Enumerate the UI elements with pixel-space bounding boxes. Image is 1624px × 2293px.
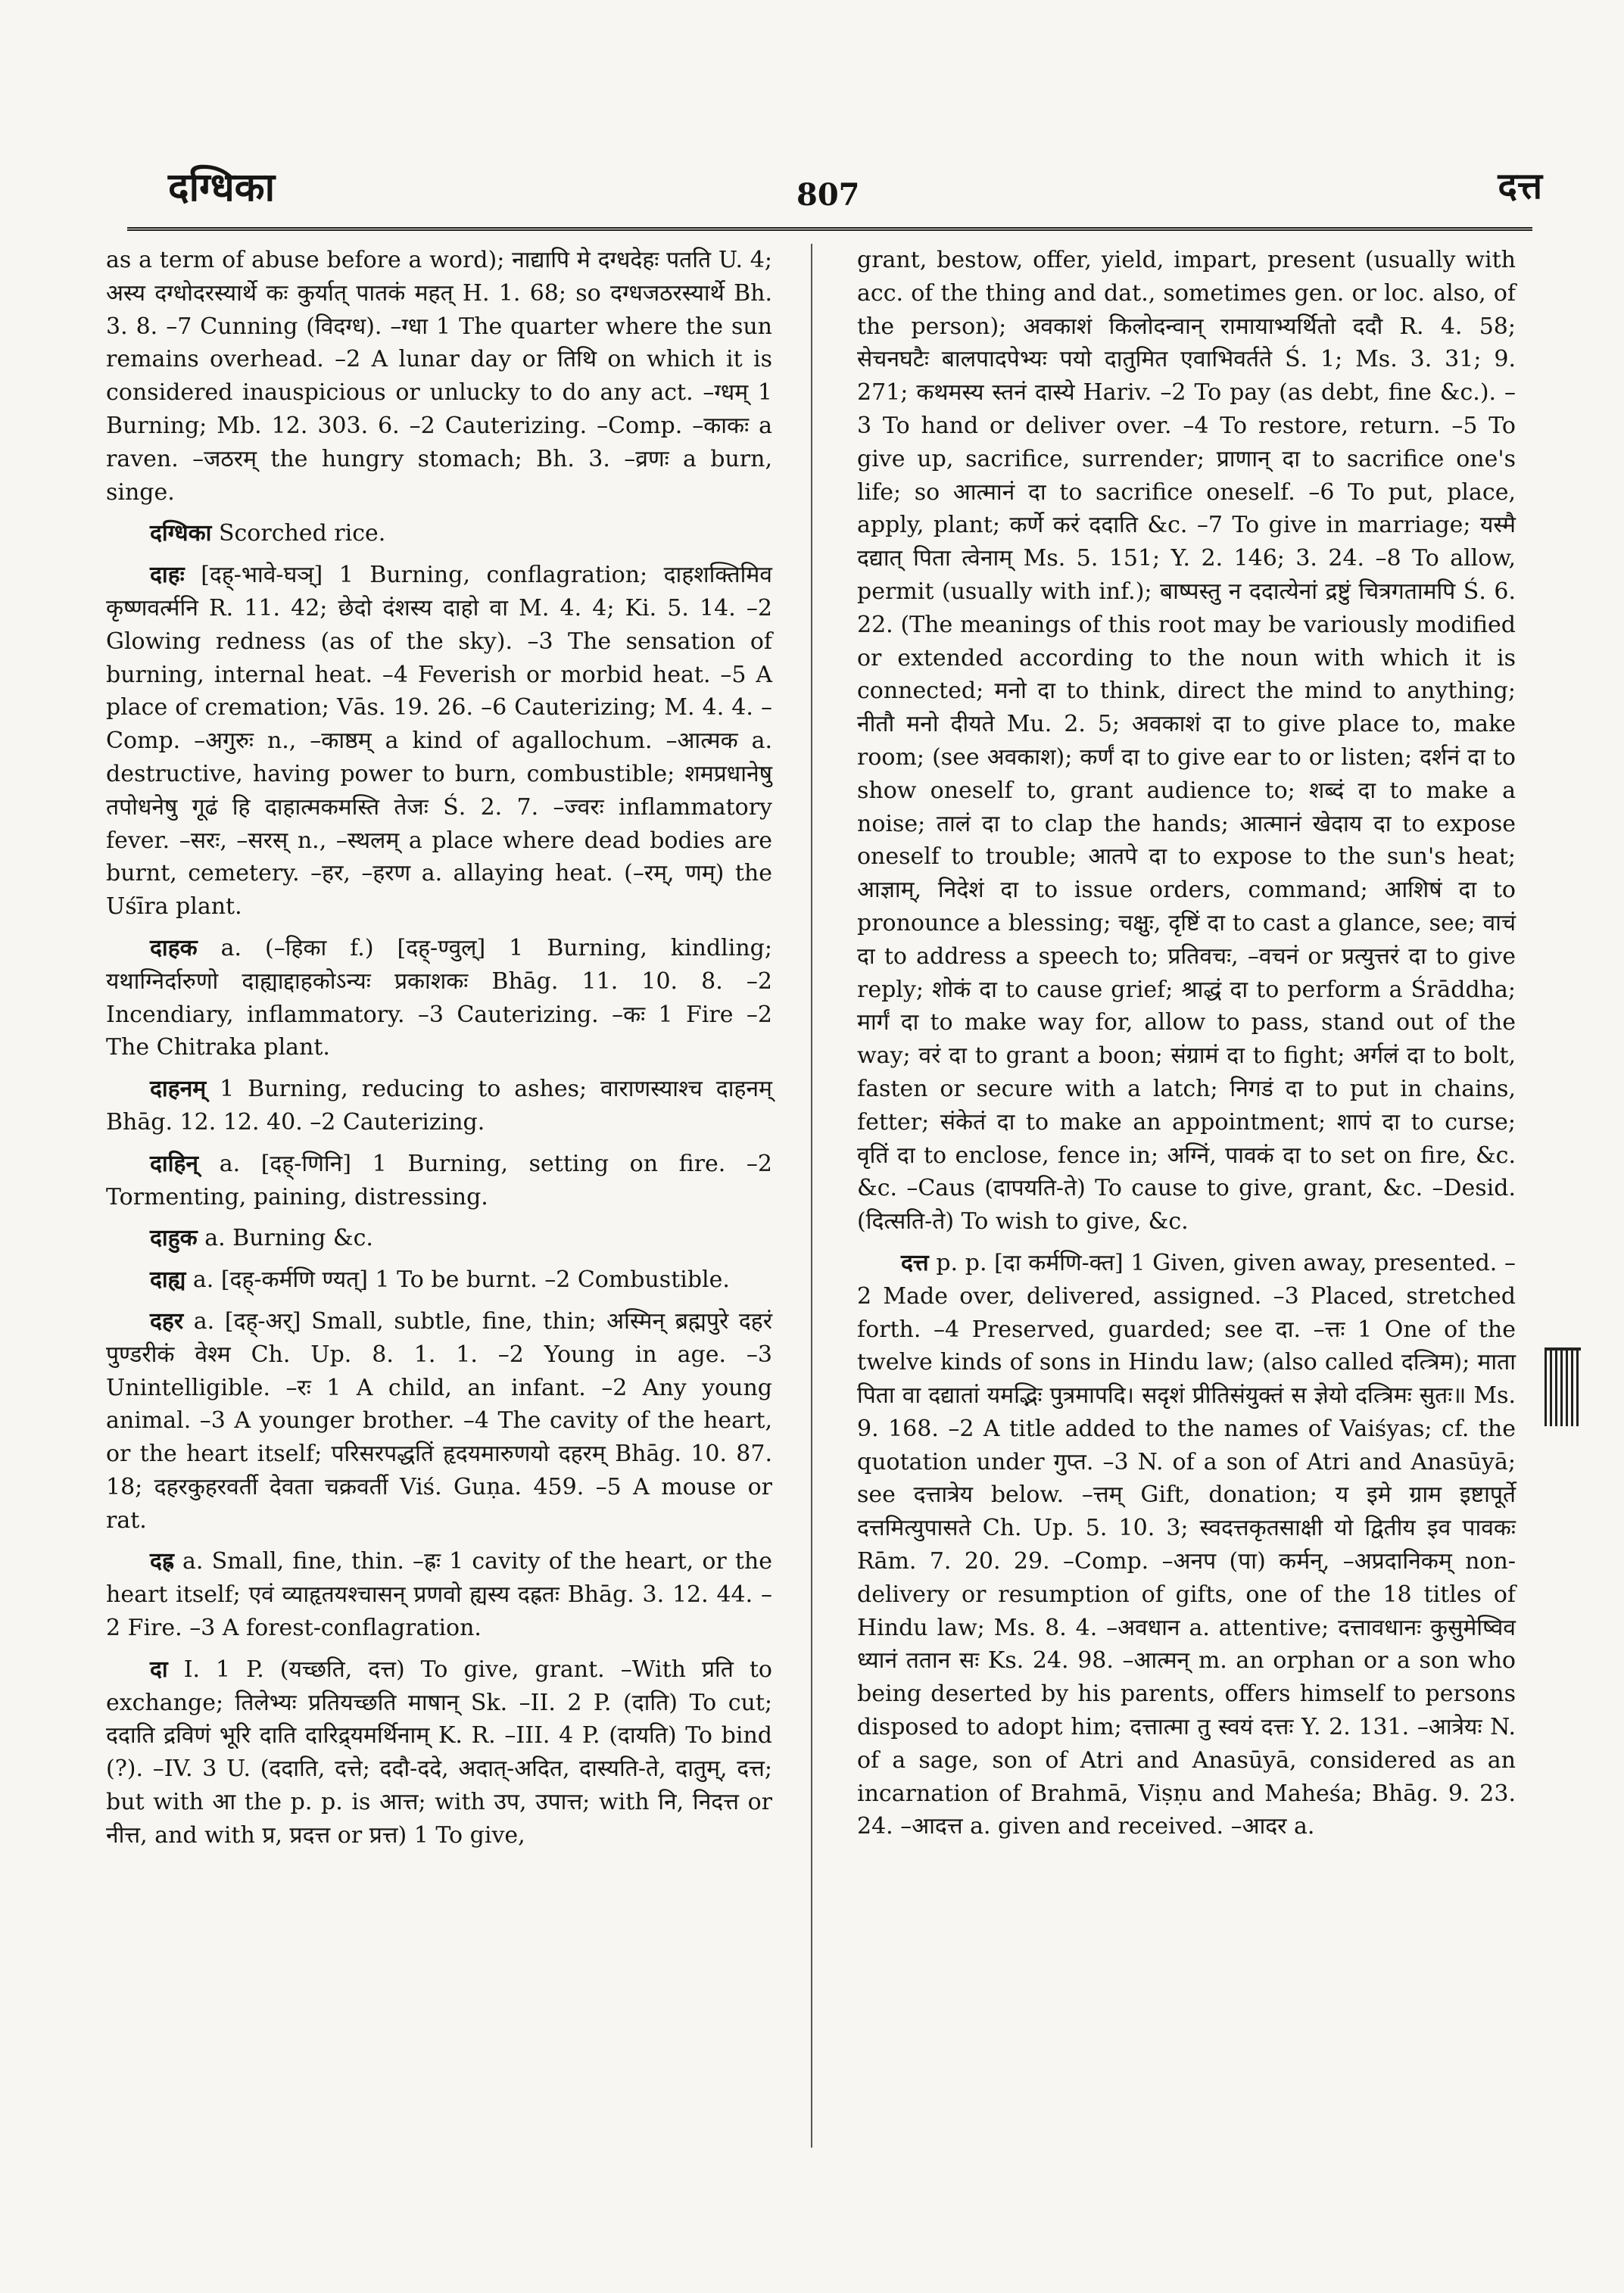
entry: दाहुक a. Burning &c. — [150, 1225, 373, 1252]
headword: दाह्य — [150, 1266, 186, 1294]
headword: दग्धिका — [150, 520, 212, 547]
entry: दा I. 1 P. (यच्छति, दत्त) To give, grant. –With प्रति to exchange; तिलेभ्यः प्रतियच्छति माषान् Sk. –II. 2 P. (दाति) To cut; ददाति द्रविणं भूरि दाति दारिद्र्यमर्थिनाम् K. R. –III. 4 P. (दायति) To bind (?). –IV. 3 U. (ददाति, दत्ते; ददौ-ददे, अदात्-अदित, दास्यति-ते, दातुम्, दत्त; but with आ the p. p. is आत्त; with उप, उपात्त; with नि, निदत्त or नीत्त, and with प्र, प्रदत्त or प्रत्त) 1 To give, — [106, 1656, 772, 1849]
headword: दाहिन् — [150, 1150, 199, 1177]
entry: दाहक a. (–हिका f.) [दह्-ण्वुल्] 1 Burning, kindling; यथाग्निर्दारुणो दाह्याद्दाहकोऽन्यः प्रकाशकः Bhāg. 11. 10. 8. –2 Incendiary, inflammatory. –3 Cauterizing. –कः 1 Fire –2 The Chitraka plant. — [106, 934, 772, 1061]
entry: दह्र a. Small, fine, thin. –ह्रः 1 cavity of the heart, or the heart itself; एवं व्याहृतयश्चासन् प्रणवो ह्यस्य दह्रतः Bhāg. 3. 12. 44. –2 Fire. –3 A forest-conflagration. — [106, 1548, 772, 1642]
entry: दत्त p. p. [दा कर्मणि-क्त] 1 Given, given away, presented. –2 Made over, delivered, assigned. –3 Placed, stretched forth. –4 Preserved, guarded; see दा. –त्तः 1 One of the twelve kinds of sons in Hindu law; (also called दत्त्रिम); माता पिता वा दद्यातां यमद्भिः पुत्रमापदि। सदृशं प्रीतिसंयुक्तं स ज्ञेयो दत्त्रिमः सुतः॥ Ms. 9. 168. –2 A title added to the names of Vaiśyas; cf. the quotation under गुप्त. –3 N. of a son of Atri and Anasūyā; see दत्तात्रेय below. –त्तम् Gift, donation; य इमे ग्राम इष्टापूर्ते दत्तमित्युपासते Ch. Up. 5. 10. 3; स्वदत्तकृतसाक्षी यो द्वितीय इव पावकः Rām. 7. 20. 29. –Comp. –अनप (पा) कर्मन्, –अप्रदानिकम् non-delivery or resumption of gifts, one of the 18 titles of Hindu law; Ms. 8. 4. –अवधान a. attentive; दत्तावधानः कुसुमेष्विव ध्यानं ततान सः Ks. 24. 98. –आत्मन् m. an orphan or a son who being deserted by his parents, offers himself to persons disposed to adopt him; दत्तात्मा तु स्वयं दत्तः Y. 2. 131. –आत्रेयः N. of a sage, son of Atri and Anasūyā, considered as an incarnation of Brahmā, Viṣṇu and Maheśa; Bhāg. 9. 23. 24. –आदत्त a. given and received. –आदर a. — [857, 1249, 1516, 1840]
headword: दाहुक — [150, 1225, 198, 1252]
left-column — [106, 244, 772, 1861]
headword: दहर — [150, 1307, 184, 1335]
headword: दा — [150, 1656, 168, 1683]
headword: दाहनम् — [150, 1076, 207, 1103]
entry-continuation: as a term of abuse before a word); नाद्यापि मे दग्धदेहः पतति U. 4; अस्य दग्धोदरस्यार्थे कः कुर्यात् पातकं महत् H. 1. 68; so दग्धजठरस्यार्थे Bh. 3. 8. –7 Cunning (विदग्ध). –ग्धा 1 The quarter where the sun remains overhead. –2 A lunar day or तिथि on which it is considered inauspicious or unlucky to do any act. –ग्धम् 1 Burning; Mb. 12. 303. 6. –2 Cauterizing. –Comp. –काकः a raven. –जठरम् the hungry stomach; Bh. 3. –व्रणः a burn, singe. — [106, 247, 772, 506]
right-column — [857, 244, 1516, 1852]
entry-continuation: grant, bestow, offer, yield, impart, present (usually with acc. of the thing and dat., sometimes gen. or loc. also, of the person); अवकाशं किलोदन्वान् रामायाभ्यर्थितो ददौ R. 4. 58; सेचनघटैः बालपादपेभ्यः पयो दातुमित एवाभिवर्तते Ś. 1; Ms. 3. 31; 9. 271; कथमस्य स्तनं दास्ये Hariv. –2 To pay (as debt, fine &c.). –3 To hand or deliver over. –4 To restore, return. –5 To give up, sacrifice, surrender; प्राणान् दा to sacrifice one's life; so आत्मानं दा to sacrifice oneself. –6 To put, place, apply, plant; कर्णे करं ददाति &c. –7 To give in marriage; यस्मै दद्यात् पिता त्वेनाम् Ms. 5. 151; Y. 2. 146; 3. 24. –8 To allow, permit (usually with inf.); बाष्पस्तु न ददात्येनां द्रष्टुं चित्रगतामपि Ś. 6. 22. (The meanings of this root may be variously modified or extended according to the noun with which it is connected; मनो दा to think, direct the mind to anything; नीतौ मनो दीयते Mu. 2. 5; अवकाशं दा to give place to, make room; (see अवकाश); कर्णं दा to give ear to or listen; दर्शनं दा to show oneself to, grant audience to; शब्दं दा to make a noise; तालं दा to clap the hands; आत्मानं खेदाय दा to expose oneself to trouble; आतपे दा to expose to the sun's heat; आज्ञाम्, निदेशं दा to issue orders, command; आशिषं दा to pronounce a blessing; चक्षुः, दृष्टिं दा to cast a glance, see; वाचं दा to address a speech to; प्रतिवचः, –वचनं or प्रत्युत्तरं दा to give reply; शोकं दा to cause grief; श्राद्धं दा to perform a Śrāddha; मार्गं दा to make way for, allow to pass, stand out of the way; वरं दा to grant a boon; संग्रामं दा to fight; अर्गलं दा to bolt, fasten or secure with a latch; निगडं दा to put in chains, fetter; संकेतं दा to make an appointment; शापं दा to curse; वृतिं दा to enclose, fence in; अग्निं, पावकं दा to set on fire, &c. &c. –Caus (दापयति-ते) To cause to give, grant, &c. –Desid. (दित्सति-ते) To wish to give, &c. — [857, 247, 1516, 1235]
entry: दाह्य a. [दह्-कर्मणि ण्यत्] 1 To be burnt. –2 Combustible. — [150, 1266, 730, 1294]
running-head-left: दग्धिका — [168, 164, 276, 210]
page-number: 807 — [796, 177, 860, 213]
entry: दाहनम् 1 Burning, reducing to ashes; वाराणस्याश्च दाहनम् Bhāg. 12. 12. 40. –2 Cauterizing. — [106, 1076, 772, 1136]
headword: दत्त — [901, 1249, 929, 1276]
margin-thumb-index-mark — [1545, 1347, 1581, 1426]
entry: दाहिन् a. [दह्-णिनि] 1 Burning, setting on fire. –2 Tormenting, paining, distressing. — [106, 1150, 772, 1210]
headword: दाहक — [150, 934, 198, 961]
headword: दह्र — [150, 1548, 174, 1575]
column-divider — [811, 244, 812, 2148]
entry: दग्धिका Scorched rice. — [150, 520, 386, 547]
entry: दाहः [दह्-भावे-घञ्] 1 Burning, conflagration; दाहशक्तिमिव कृष्णवर्त्मनि R. 11. 42; छेदो दंशस्य दाहो वा M. 4. 4; Ki. 5. 14. –2 Glowing redness (as of the sky). –3 The sensation of burning, internal heat. –4 Feverish or morbid heat. –5 A place of cremation; Vās. 19. 26. –6 Cauterizing; M. 4. 4. –Comp. –अगुरुः n., –काष्ठम् a kind of agallochum. –आत्मक a. destructive, having power to burn, combustible; शमप्रधानेषु तपोधनेषु गूढं हि दाहात्मकमस्ति तेजः Ś. 2. 7. –ज्वरः inflammatory fever. –सरः, –सरस् n., –स्थलम् a place where dead bodies are burnt, cemetery. –हर, –हरण a. allaying heat. (–रम्, णम्) the Uśīra plant. — [106, 562, 772, 921]
running-head-right: दत्त — [1498, 165, 1542, 207]
header-rule — [127, 227, 1532, 231]
entry: दहर a. [दह्-अर्] Small, subtle, fine, thin; अस्मिन् ब्रह्मपुरे दहरं पुण्डरीकं वेश्म Ch. Up. 8. 1. 1. –2 Young in age. –3 Unintelligible. –रः 1 A child, an infant. –2 Any young animal. –3 A younger brother. –4 The cavity of the heart, or the heart itself; परिसरपद्धतिं हृदयमारुणयो दहरम् Bhāg. 10. 87. 18; दहरकुहरवर्ती देवता चक्रवर्ती Viś. Guṇa. 459. –5 A mouse or rat. — [106, 1307, 772, 1534]
headword: दाहः — [150, 562, 185, 589]
